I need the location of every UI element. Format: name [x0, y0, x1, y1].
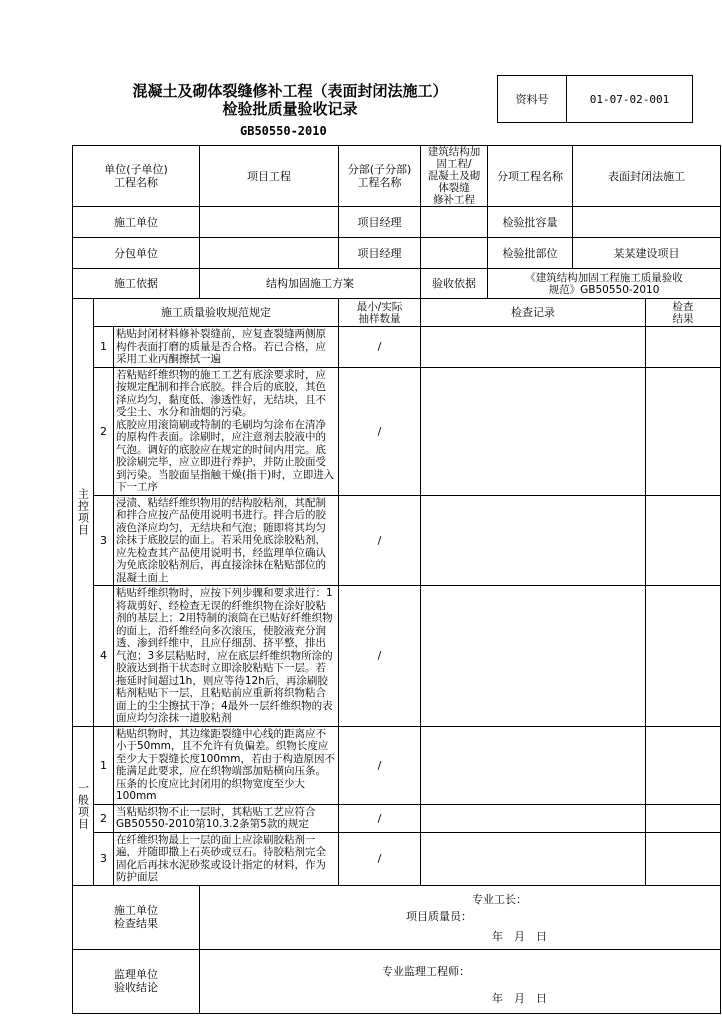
general-items-label: 一般项目 — [73, 726, 94, 885]
capacity-label: 检验批容量 — [488, 207, 573, 238]
foreman-label: 专业工长： — [472, 892, 528, 906]
item-no: 2 — [94, 367, 114, 495]
spec-header: 施工质量验收规范规定 — [94, 299, 339, 327]
table-row — [73, 586, 721, 727]
item-record — [421, 367, 646, 495]
item-no: 3 — [94, 495, 114, 586]
table-row — [73, 804, 721, 832]
item-text: 若粘贴纤维织物的施工工艺有底涂要求时，应按规定配制和拌合底胶。拌合后的底胶，其色泽应均匀，黏度低、渗透性好，无结块，且不受尘土、水分和油烟的污染。 底胶应用滚筒刷或特制的毛刷均匀涂布在清净的原构件表面。涂刷时，应注意剂去胶液中的气泡。调好的底胶应在规定的时间内用完。底胶涂刷完毕，应立即进行养护，并防止胶面受到污染。当胶面呈指触干燥(指干)时，立即进入下一工序 — [114, 367, 339, 495]
date-2: 年 月 日 — [492, 991, 548, 1005]
basis-label: 施工依据 — [73, 269, 200, 299]
contractor-check-label: 施工单位 检查结果 — [73, 885, 200, 949]
result-header: 检查 结果 — [646, 299, 721, 327]
main-items-label: 主控项目 — [73, 299, 94, 727]
unit-value: 项目工程 — [200, 146, 339, 207]
item-text: 在纤维织物最上一层的面上应涂刷胶粘剂一遍，并随即撒上石英砂或豆石。待胶粘剂完全固化后再抹水泥砂浆或设计指定的材料，作为防护面层 — [114, 832, 339, 885]
qc-label: 项目质量员： — [406, 909, 473, 923]
item-sample: / — [339, 367, 421, 495]
subitem-label: 分项工程名称 — [488, 146, 573, 207]
location-label: 检验批部位 — [488, 238, 573, 269]
item-record — [421, 804, 646, 832]
date-1: 年 月 日 — [492, 929, 548, 943]
item-text: 粘贴纤维织物时，应按下列步骤和要求进行：1将裁剪好、经检查无误的纤维织物在涂好胶粘剂的基层上；2用特制的滚筒在已贴好纤维织物的面上，沿纤维经向多次滚压，使胶液充分润透、渗到纤维中，且应仔细刮、挤平整，排出气泡；3多层粘贴时，应在底层纤维织物所涂的胶液达到指干状态时立即涂胶粘贴下一层。若拖延时间超过1h，则应等待12h后，再涂刷胶粘剂粘贴下一层，且粘贴前应重新将织物粘合面上的尘尘擦拭干净；4最外一层纤维织物的表面应均匀涂抹一道胶粘剂 — [114, 586, 339, 727]
item-result — [646, 726, 721, 804]
item-sample: / — [339, 586, 421, 727]
item-sample: / — [339, 726, 421, 804]
doc-no-value: 01-07-02-001 — [566, 75, 693, 123]
item-no: 2 — [94, 804, 114, 832]
item-record — [421, 726, 646, 804]
doc-no-label: 资料号 — [497, 75, 567, 123]
table-row — [73, 832, 721, 885]
item-no: 1 — [94, 726, 114, 804]
item-no: 3 — [94, 832, 114, 885]
division-label: 分部(子分部) 工程名称 — [339, 146, 421, 207]
basis-value: 结构加固施工方案 — [200, 269, 421, 299]
item-result — [646, 367, 721, 495]
item-sample: / — [339, 495, 421, 586]
division-value: 建筑结构加固工程/ 混凝土及砌体裂缝 修补工程 — [421, 146, 488, 207]
location-value: 某某建设项目 — [573, 238, 721, 269]
item-result — [646, 327, 721, 368]
form-title: 混凝土及砌体裂缝修补工程（表面封闭法施工） — [132, 82, 448, 100]
pm2-label: 项目经理 — [339, 238, 421, 269]
form-subtitle: 检验批质量验收记录 — [222, 100, 358, 118]
table-row — [73, 726, 721, 804]
subcontractor-label: 分包单位 — [73, 238, 200, 269]
item-sample: / — [339, 832, 421, 885]
accept-label: 验收依据 — [421, 269, 488, 299]
item-record — [421, 327, 646, 368]
item-result — [646, 495, 721, 586]
contractor-check-area — [200, 885, 721, 949]
table-row — [73, 495, 721, 586]
supervisor-label: 监理单位 验收结论 — [73, 949, 200, 1013]
accept-value: 《建筑结构加固工程施工质量验收 规范》GB50550-2010 — [488, 269, 721, 299]
item-result — [646, 832, 721, 885]
item-no: 4 — [94, 586, 114, 727]
item-record — [421, 495, 646, 586]
item-no: 1 — [94, 327, 114, 368]
item-sample: / — [339, 327, 421, 368]
item-record — [421, 586, 646, 727]
pm-value — [421, 207, 488, 238]
item-text: 当粘贴织物不止一层时，其粘贴工艺应符合GB50550-2010第10.3.2条第5款的规定 — [114, 804, 339, 832]
item-record — [421, 832, 646, 885]
subcontractor-value — [200, 238, 339, 269]
table-row — [73, 327, 721, 368]
record-header: 检查记录 — [421, 299, 646, 327]
engineer-label: 专业监理工程师： — [382, 964, 471, 978]
standard-code: GB50550-2010 — [240, 124, 327, 138]
unit-label: 单位(子单位) 工程名称 — [73, 146, 200, 207]
item-text: 粘贴织物时，其边缘距裂缝中心线的距离应不小于50mm，且不允许有负偏差。织物长度应至少大于裂缝长度100mm，若由于构造原因不能满足此要求，应在织物端部加贴横向压条。压条的长度应比封闭用的织物宽度至少大100mm — [114, 726, 339, 804]
pm-label: 项目经理 — [339, 207, 421, 238]
contractor-label: 施工单位 — [73, 207, 200, 238]
item-text: 粘贴封闭材料修补裂缝前，应复查裂缝两侧原构件表面打磨的质量是否合格。若已合格，应采用工业丙酮擦拭一遍 — [114, 327, 339, 368]
contractor-value — [200, 207, 339, 238]
supervisor-area — [200, 949, 721, 1013]
capacity-value — [573, 207, 721, 238]
sample-header: 最小/实际 抽样数量 — [339, 299, 421, 327]
item-sample: / — [339, 804, 421, 832]
item-text: 浸渍、粘结纤维织物用的结构胶粘剂，其配制和拌合应按产品使用说明书进行。拌合后的胶液色泽应均匀，无结块和气泡；随即将其均匀涂抹于底胶层的面上。若采用免底涂胶粘剂，应先检查其产品使用说明书，经监理单位确认为免底涂胶粘剂后，再直接涂抹在粘贴部位的混凝土面上 — [114, 495, 339, 586]
inspection-table — [72, 145, 721, 1014]
table-row — [73, 367, 721, 495]
subitem-value: 表面封闭法施工 — [573, 146, 721, 207]
pm2-value — [421, 238, 488, 269]
item-result — [646, 804, 721, 832]
item-result — [646, 586, 721, 727]
